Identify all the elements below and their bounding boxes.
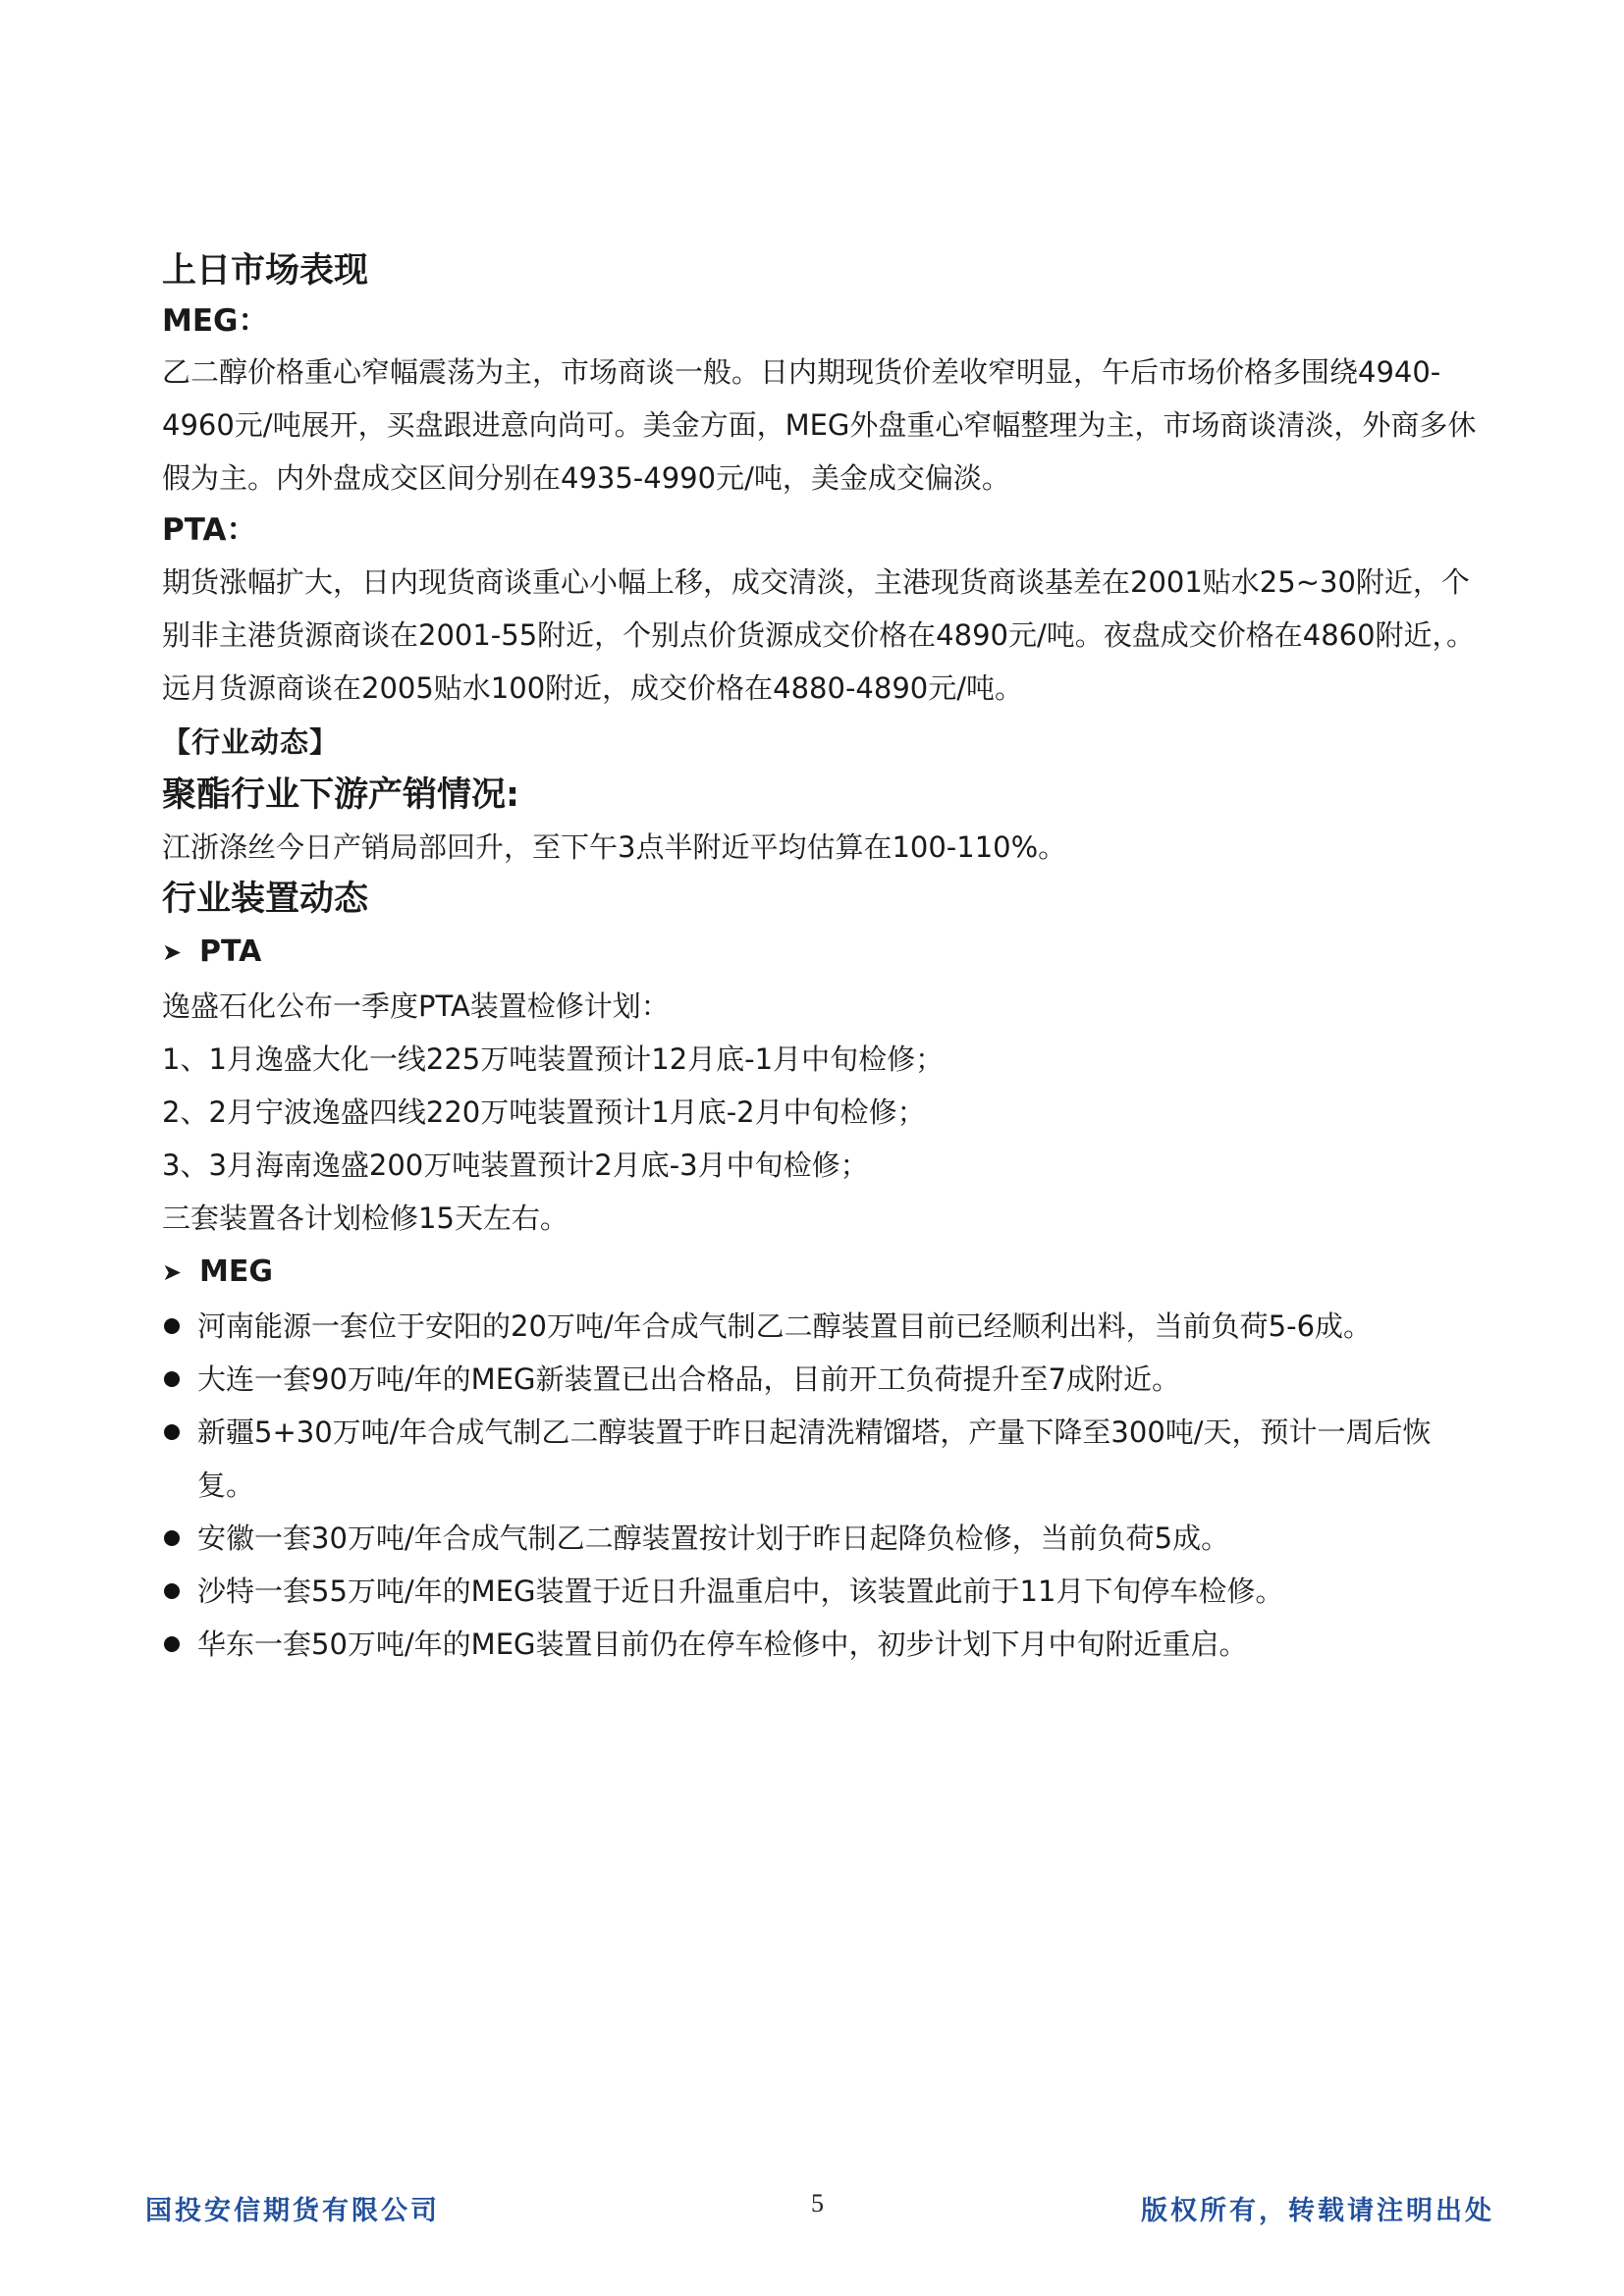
polyester-heading: 聚酯行业下游产销情况: <box>162 775 519 815</box>
meg-subsection-label: MEG <box>199 1255 273 1289</box>
bullet-dot-icon <box>164 1530 180 1546</box>
page-number: 5 <box>811 2189 824 2217</box>
meg-heading: MEG： <box>162 303 269 339</box>
bullet-dot-icon <box>164 1318 180 1334</box>
list-item: 大连一套90万吨/年的MEG新装置已出合格品，目前开工负荷提升至7成附近。 <box>162 1353 1478 1406</box>
list-item: 河南能源一套位于安阳的20万吨/年合成气制乙二醇装置目前已经顺利出料，当前负荷5-6成。 <box>162 1300 1478 1353</box>
list-item: 安徽一套30万吨/年合成气制乙二醇装置按计划于昨日起降负检修，当前负荷5成。 <box>162 1512 1478 1565</box>
bullet-dot-icon <box>164 1583 180 1599</box>
footer-company: 国投安信期货有限公司 <box>145 2196 440 2226</box>
list-item: 沙特一套55万吨/年的MEG装置于近日升温重启中，该装置此前于11月下旬停车检修。 <box>162 1565 1478 1618</box>
bullet-dot-icon <box>164 1424 180 1440</box>
polyester-paragraph: 江浙涤丝今日产销局部回升，至下午3点半附近平均估算在100-110%。 <box>162 830 1067 864</box>
device-heading: 行业装置动态 <box>162 880 369 919</box>
pta-plan-summary: 三套装置各计划检修15天左右。 <box>162 1201 568 1235</box>
bullet-dot-icon <box>164 1636 180 1652</box>
pta-heading: PTA： <box>162 512 257 548</box>
pta-subsection-header <box>162 925 1478 980</box>
pta-plan-intro: 逸盛石化公布一季度PTA装置检修计划： <box>162 989 670 1023</box>
list-item: 华东一套50万吨/年的MEG装置目前仍在停车检修中，初步计划下月中旬附近重启。 <box>162 1618 1478 1671</box>
arrow-bullet-icon: ➤ <box>162 938 183 966</box>
list-item: 新疆5+30万吨/年合成气制乙二醇装置于昨日起清洗精馏塔，产量下降至300吨/天，预计一周后恢复。 <box>162 1406 1478 1512</box>
meg-device-list <box>162 1300 1478 1671</box>
pta-plan-item: 2、2月宁波逸盛四线220万吨装置预计1月底-2月中旬检修； <box>162 1095 926 1129</box>
arrow-bullet-icon: ➤ <box>162 1258 183 1286</box>
page-footer <box>0 2189 1624 2238</box>
page-title: 上日市场表现 <box>162 251 369 291</box>
footer-copyright: 版权所有，转载请注明出处 <box>1141 2196 1494 2226</box>
industry-bracket-heading: 【行业动态】 <box>162 725 340 759</box>
document-body <box>162 245 1478 1671</box>
pta-paragraph: 期货涨幅扩大，日内现货商谈重心小幅上移，成交清淡，主港现货商谈基差在2001贴水25~30附近，个别非主港货源商谈在2001-55附近，个别点价货源成交价格在4890元/吨。夜盘成交价格在4860附近，。远月货源商谈在2005贴水100附近，成交价格在4880-4890元/吨。 <box>162 565 1476 705</box>
pta-plan-item: 3、3月海南逸盛200万吨装置预计2月底-3月中旬检修； <box>162 1148 869 1182</box>
meg-paragraph: 乙二醇价格重心窄幅震荡为主，市场商谈一般。日内期现货价差收窄明显，午后市场价格多围绕4940-4960元/吨展开，买盘跟进意向尚可。美金方面，MEG外盘重心窄幅整理为主，市场商谈清淡，外商多休假为主。内外盘成交区间分别在4935-4990元/吨，美金成交偏淡。 <box>162 355 1477 495</box>
meg-subsection-header <box>162 1245 1478 1300</box>
pta-subsection-label: PTA <box>199 934 262 969</box>
bullet-dot-icon <box>164 1371 180 1387</box>
pta-plan-item: 1、1月逸盛大化一线225万吨装置预计12月底-1月中旬检修； <box>162 1042 945 1076</box>
